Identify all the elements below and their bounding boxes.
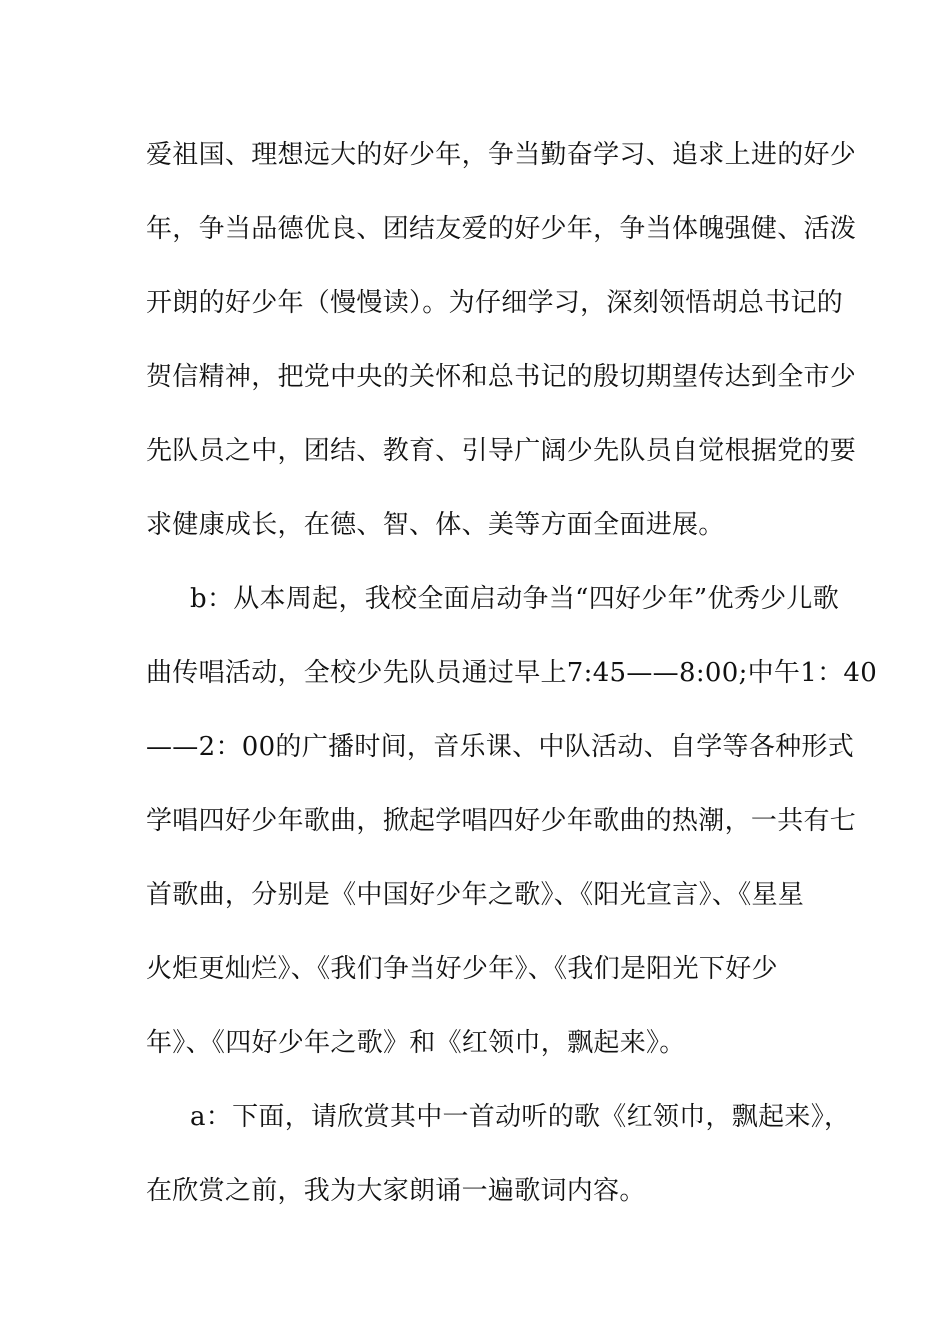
text-line: 曲传唱活动，全校少先队员通过早上7:45——8:00;中午1：40	[146, 658, 878, 688]
paragraph-start-line: a：下面，请欣赏其中一首动听的歌《红领巾，飘起来》，	[190, 1102, 851, 1132]
text-line: 在欣赏之前，我为大家朗诵一遍歌词内容。	[146, 1176, 646, 1206]
text-line: 开朗的好少年（慢慢读）。为仔细学习，深刻领悟胡总书记的	[146, 288, 844, 318]
text-line: 求健康成长，在德、智、体、美等方面全面进展。	[146, 510, 725, 540]
text-line: 贺信精神，把党中央的关怀和总书记的殷切期望传达到全市少	[146, 362, 857, 392]
text-line: 先队员之中，团结、教育、引导广阔少先队员自觉根据党的要	[146, 436, 857, 466]
text-line: 年，争当品德优良、团结友爱的好少年，争当体魄强健、活泼	[146, 214, 857, 244]
text-line: 首歌曲，分别是《中国好少年之歌》、《阳光宣言》、《星星	[146, 880, 805, 910]
text-line: 年》、《四好少年之歌》和《红领巾，飘起来》。	[146, 1028, 686, 1058]
paragraph-start-line: b：从本周起，我校全面启动争当“四好少年”优秀少儿歌	[190, 584, 840, 614]
text-line: 爱祖国、理想远大的好少年，争当勤奋学习、追求上进的好少	[146, 140, 857, 170]
text-line: ——2：00的广播时间，音乐课、中队活动、自学等各种形式	[146, 732, 855, 762]
text-line: 学唱四好少年歌曲，掀起学唱四好少年歌曲的热潮，一共有七	[146, 806, 857, 836]
text-line: 火炬更灿烂》、《我们争当好少年》、《我们是阳光下好少	[146, 954, 778, 984]
